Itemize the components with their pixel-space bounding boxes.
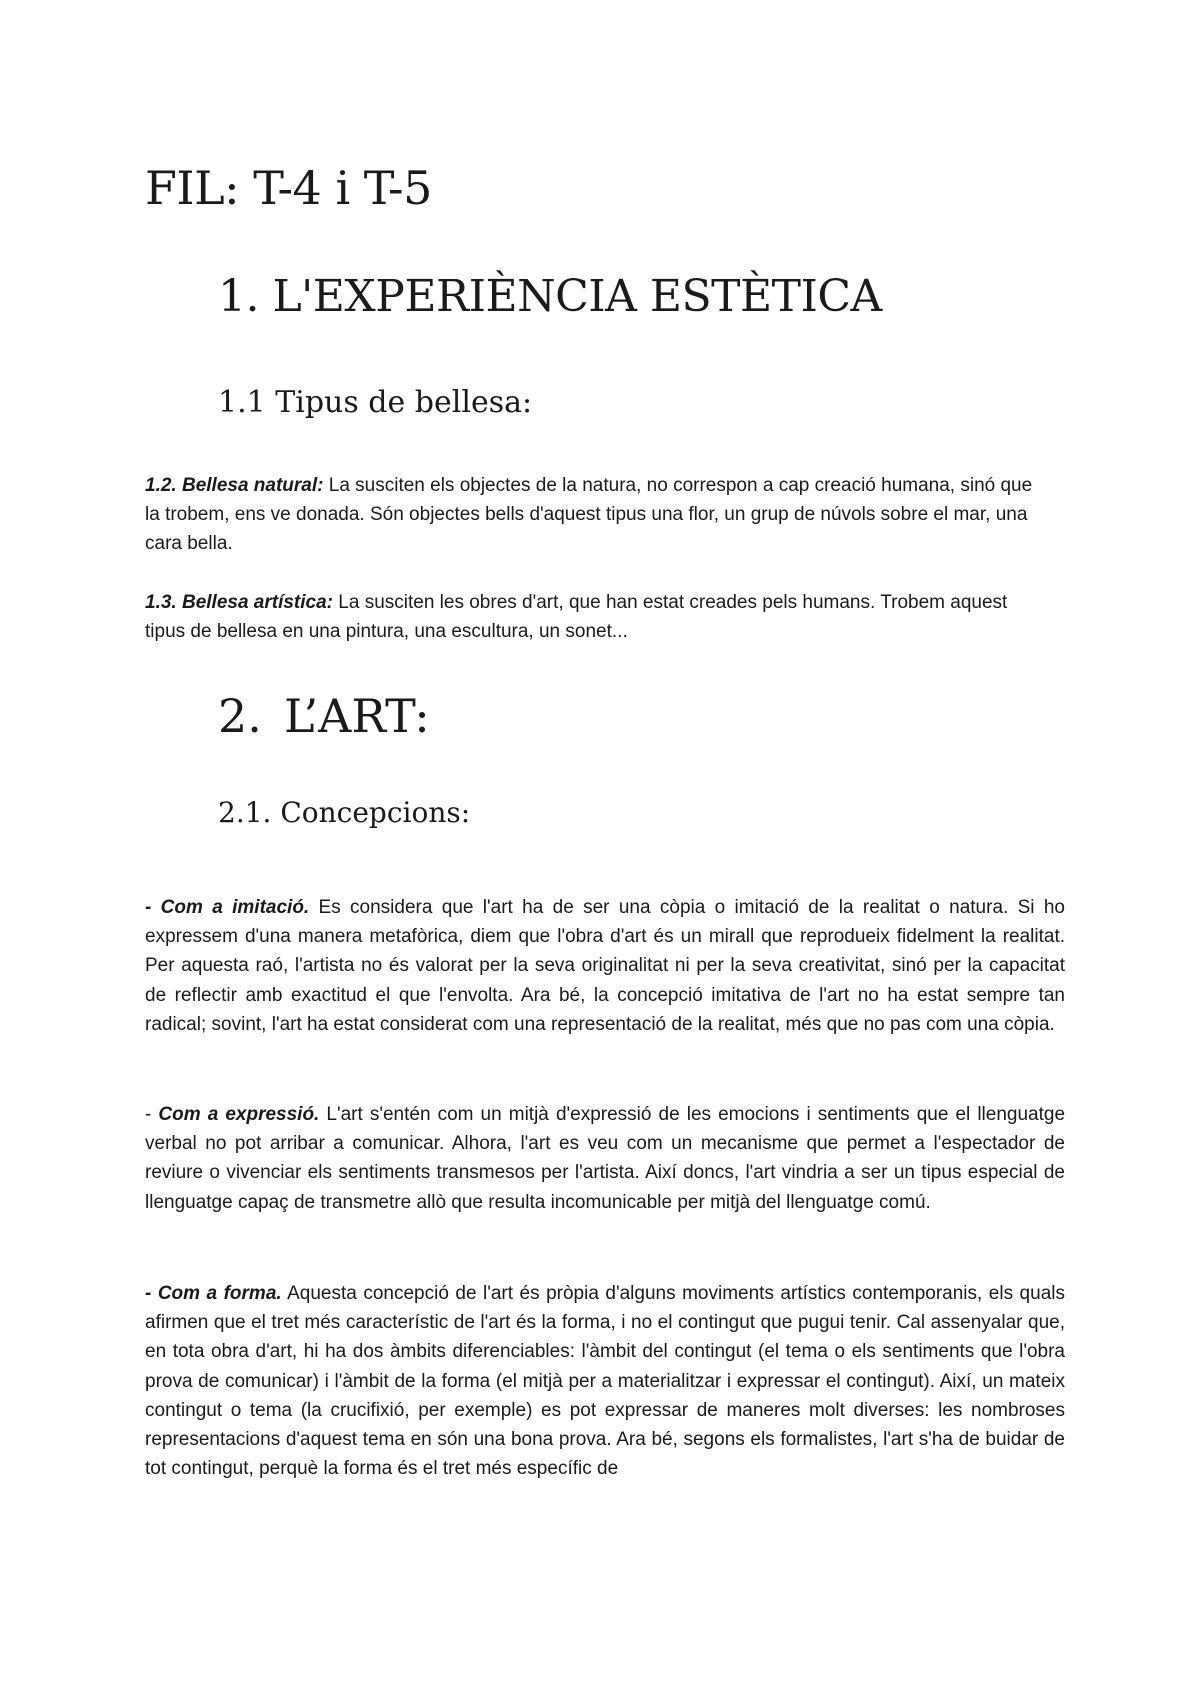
section-2-heading	[218, 686, 430, 746]
section-2-number: 2.	[218, 689, 262, 743]
text-com-a-forma: Aquesta concepció de l'art és pròpia d'alguns moviments artístics contemporanis, els quals afirmen que el tret més característic de l'art és la forma, i no el contingut que pugui tenir. Cal assenyalar que, en tota obra d'art, hi ha dos àmbits diferenciables: l'àmbit del contingut (el tema o els sentiments que l'obra prova de comunicar) i l'àmbit de la forma (el mitjà per a materialitzar i expressar el contingut). Així, un mateix contingut o tema (la crucifixió, per exemple) es pot expressar de maneres molt diverses: les nombroses representacions d'aquest tema en són una bona prova. Ara bé, segons els formalistes, l'art s'ha de buidar de tot contingut, perquè la forma és el tret més específic de	[145, 1283, 1065, 1480]
term-bellesa-artistica: 1.3. Bellesa artística:	[145, 592, 333, 613]
dash-com-a-expressio: -	[145, 1104, 159, 1125]
text-com-a-expressio: L'art s'entén com un mitjà d'expressió de les emocions i sentiments que el llenguatge verbal no pot arribar a comunicar. Alhora, l'art es veu com un mecanisme que permet a l'espectador de reviure o vivenciar els sentiments transmesos per l'artista. Així doncs, l'art vindria a ser un tipus especial de llenguatge capaç de transmetre allò que resulta incomunicable per mitjà del llenguatge comú.	[145, 1104, 1066, 1213]
text-bellesa-natural: La susciten els objectes de la natura, no correspon a cap creació humana, sinó que la trobem, ens ve donada. Són objectes bells d'aquest tipus una flor, un grup de núvols sobre el mar, una cara bella.	[145, 475, 1033, 555]
paragraph-bellesa-artistica	[145, 588, 1045, 646]
paragraph-bellesa-natural	[145, 471, 1045, 559]
paragraph-com-a-imitacio	[145, 893, 1065, 1039]
section-2-title: L’ART:	[284, 689, 430, 743]
paragraph-com-a-expressio	[145, 1100, 1065, 1217]
term-com-a-forma: - Com a forma.	[145, 1283, 282, 1304]
term-bellesa-natural: 1.2. Bellesa natural:	[145, 475, 324, 496]
term-com-a-expressio: Com a expressió.	[158, 1104, 320, 1125]
section-1-heading: 1. L'EXPERIÈNCIA ESTÈTICA	[218, 271, 882, 322]
text-bellesa-artistica: La susciten les obres d'art, que han estat creades pels humans. Trobem aquest tipus de bellesa en una pintura, una escultura, un sonet...	[145, 592, 1008, 643]
section-2-1-heading: 2.1. Concepcions:	[218, 796, 471, 829]
section-1-1-heading: 1.1 Tipus de bellesa:	[218, 385, 533, 420]
term-com-a-imitacio: - Com a imitació.	[145, 897, 310, 918]
text-com-a-imitacio: Es considera que l'art ha de ser una còpia o imitació de la realitat o natura. Si ho expressem d'una manera metafòrica, diem que l'obra d'art és un mirall que reprodueix fidelment la realitat. Per aquesta raó, l'artista no és valorat per la seva originalitat ni per la seva creativitat, sinó per la capacitat de reflectir amb exactitud el que l'envolta. Ara bé, la concepció imitativa de l'art no ha estat sempre tan radical; sovint, l'art ha estat considerat com una representació de la realitat, més que no pas com una còpia.	[145, 897, 1065, 1035]
paragraph-com-a-forma	[145, 1279, 1065, 1483]
document-title: FIL: T-4 i T-5	[145, 161, 432, 215]
